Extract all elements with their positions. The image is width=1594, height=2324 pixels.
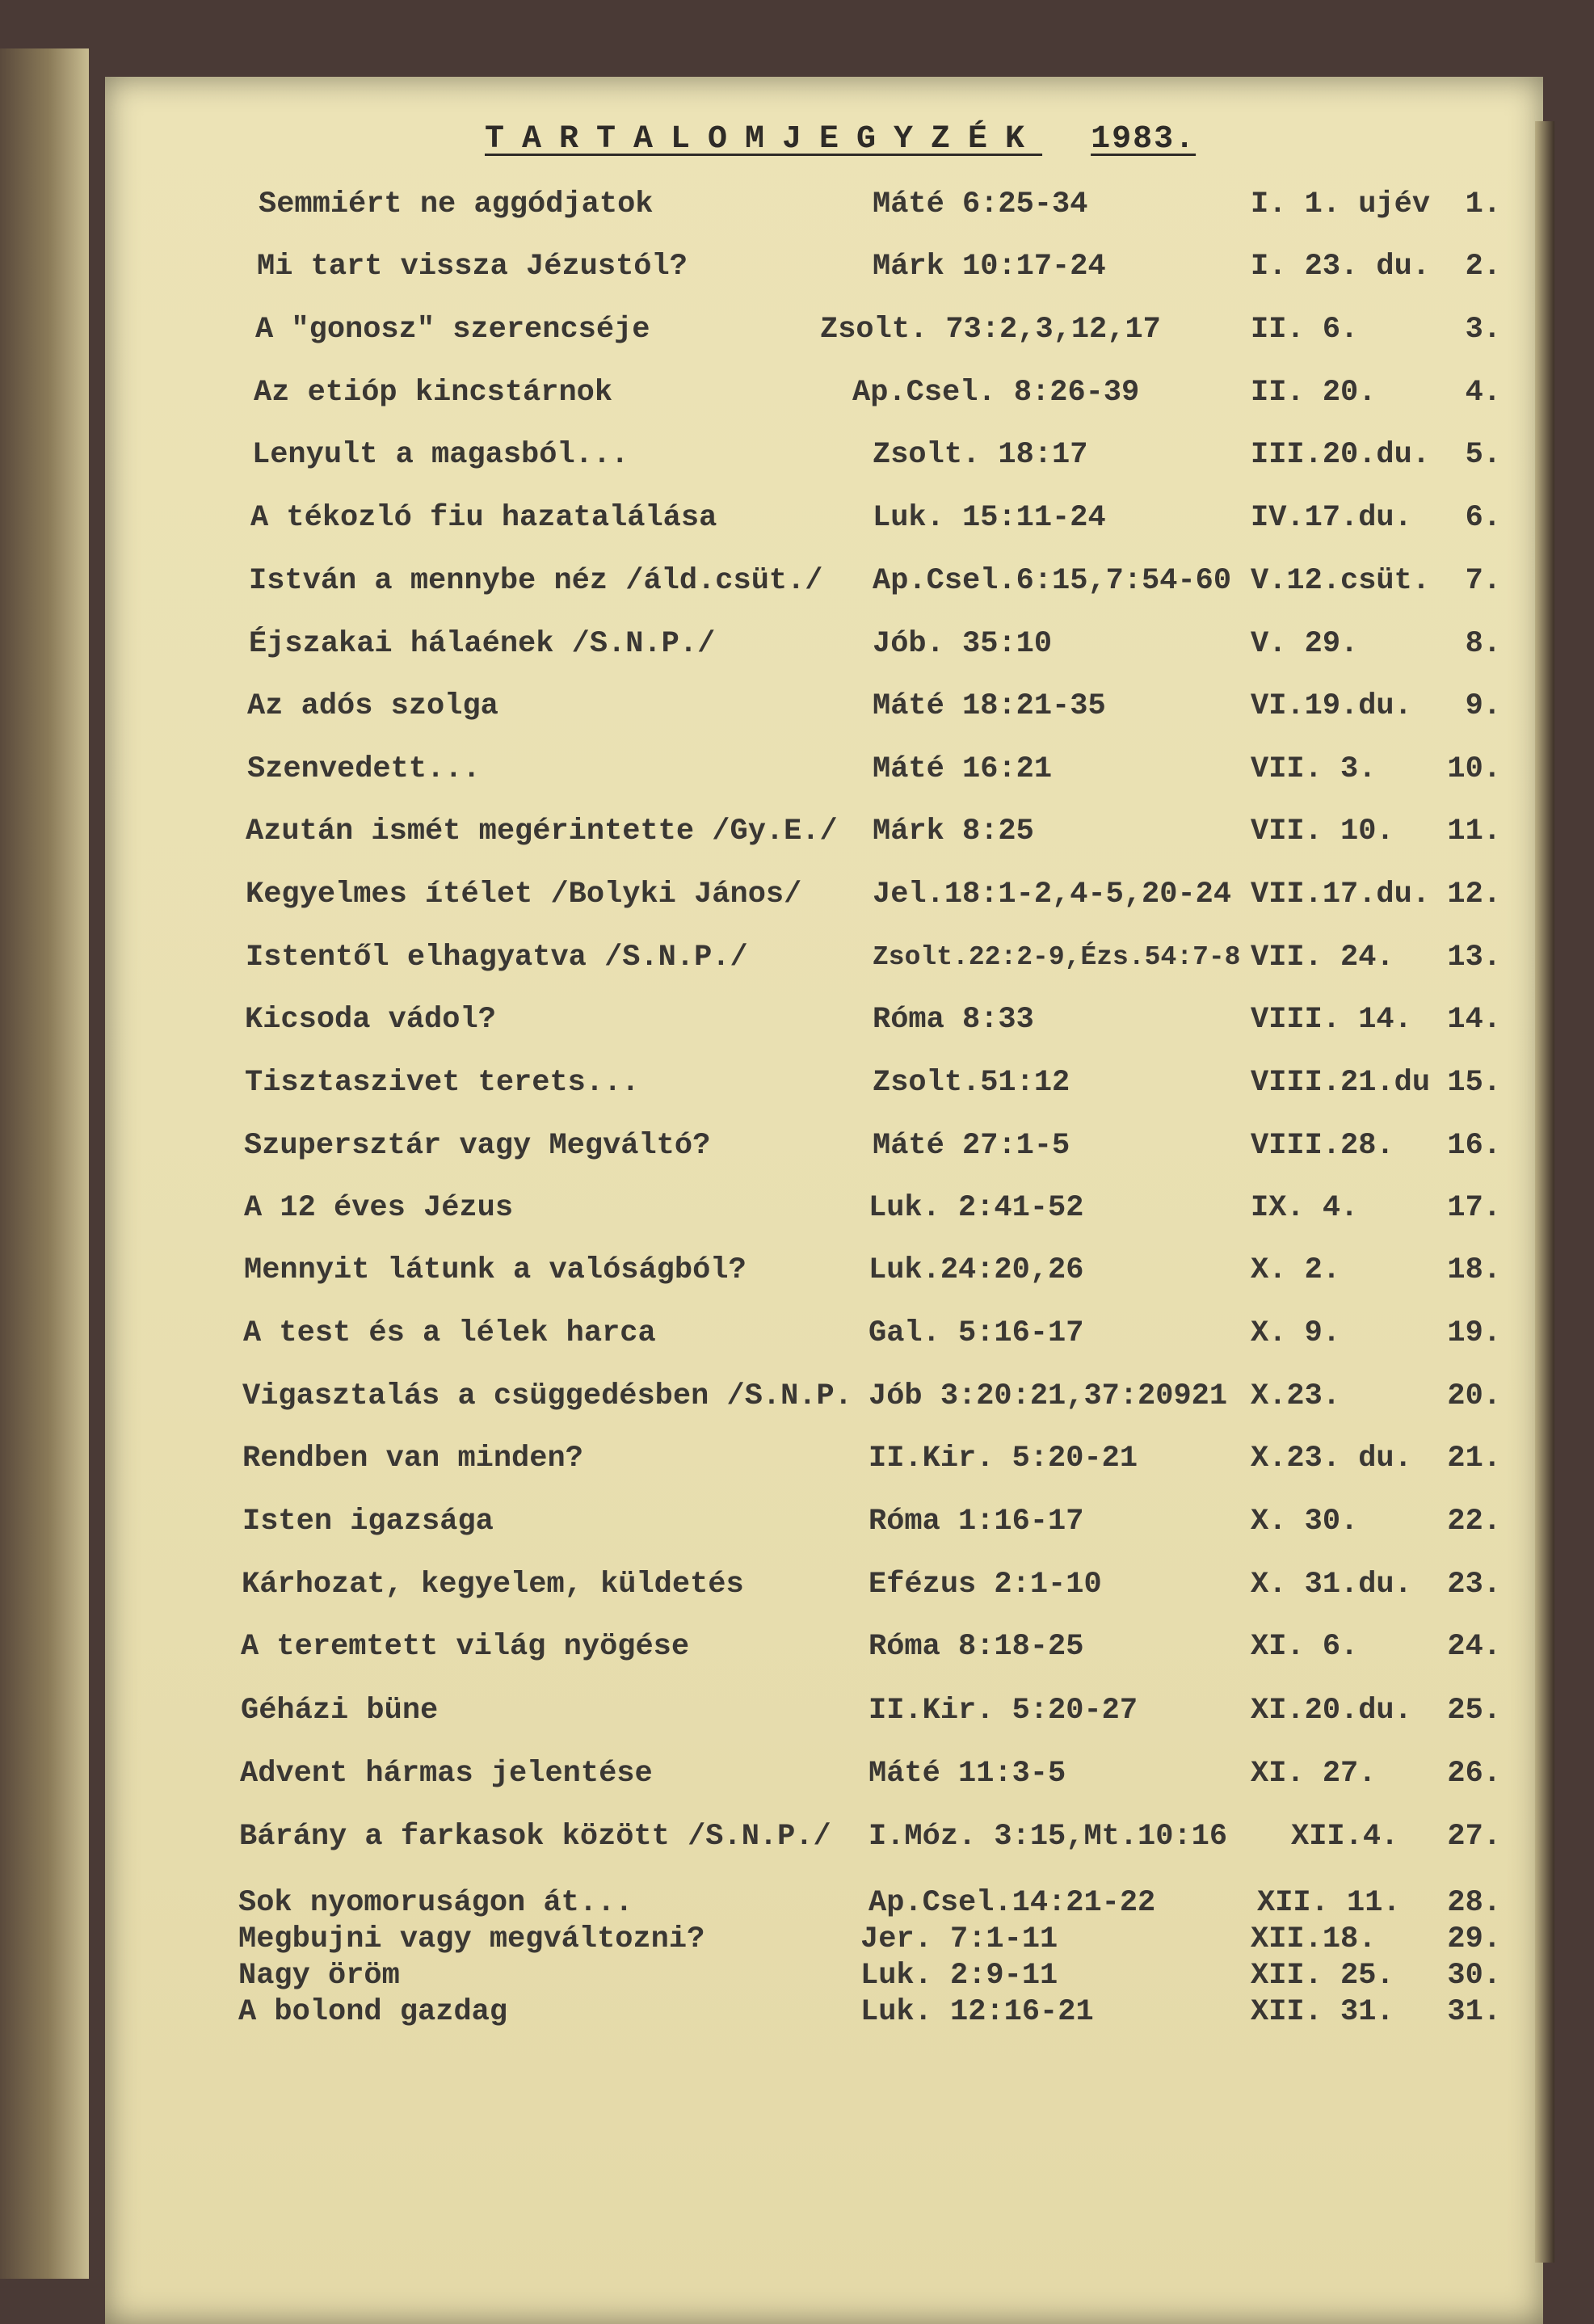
entry-title: Éjszakai hálaének /S.N.P./	[249, 627, 716, 661]
entry-reference: Luk. 12:16-21	[860, 1995, 1094, 2029]
entry-date: VII. 3.	[1251, 752, 1377, 786]
toc-entry	[0, 1063, 1594, 1103]
entry-date: XI. 27.	[1251, 1757, 1377, 1791]
entry-date: X.23.	[1251, 1379, 1341, 1413]
entry-number: 30.	[1447, 1959, 1501, 1993]
toc-entry	[0, 373, 1594, 413]
toc-entry	[0, 1627, 1594, 1667]
entry-reference: Róma 8:18-25	[868, 1630, 1084, 1664]
entry-date: V.12.csüt.	[1251, 564, 1431, 598]
entry-reference: Róma 8:33	[873, 1003, 1034, 1037]
toc-entry	[0, 686, 1594, 726]
entry-reference: Zsolt. 18:17	[873, 438, 1088, 472]
entry-number: 10.	[1447, 752, 1501, 786]
entry-date: IX. 4.	[1251, 1191, 1359, 1225]
entry-number: 2.	[1465, 250, 1501, 284]
entry-date: XI.20.du.	[1251, 1694, 1412, 1728]
entry-title: Isten igazsága	[242, 1505, 494, 1539]
entry-date: X. 2.	[1251, 1253, 1341, 1287]
entry-number: 7.	[1465, 564, 1501, 598]
toc-entry	[0, 1956, 1594, 1996]
entry-title: Azután ismét megérintette /Gy.E./	[246, 815, 838, 848]
toc-entry	[0, 1754, 1594, 1794]
toc-entry	[0, 435, 1594, 475]
entry-date: IV.17.du.	[1251, 501, 1412, 535]
toc-entry	[0, 184, 1594, 225]
toc-entry	[0, 1438, 1594, 1479]
entry-reference: Márk 10:17-24	[873, 250, 1106, 284]
entry-date: I. 23. du.	[1251, 250, 1431, 284]
entry-title: Kárhozat, kegyelem, küldetés	[242, 1568, 744, 1602]
entry-reference: Jer. 7:1-11	[860, 1922, 1058, 1956]
entry-number: 9.	[1465, 689, 1501, 723]
toc-entry	[0, 937, 1594, 978]
title-year: 1983.	[1091, 121, 1197, 158]
entry-date: XII.18.	[1251, 1922, 1377, 1956]
toc-entry	[0, 1690, 1594, 1731]
entry-number: 12.	[1447, 878, 1501, 911]
entry-reference: Róma 1:16-17	[868, 1505, 1084, 1539]
entry-date: X.23. du.	[1251, 1442, 1412, 1476]
entry-number: 21.	[1447, 1442, 1501, 1476]
toc-entry	[0, 1501, 1594, 1542]
entry-reference: Efézus 2:1-10	[868, 1568, 1102, 1602]
entry-number: 24.	[1447, 1630, 1501, 1664]
entry-title: A tékozló fiu hazatalálása	[250, 501, 717, 535]
entry-date: XII. 25.	[1251, 1959, 1394, 1993]
entry-title: Szupersztár vagy Megváltó?	[244, 1129, 711, 1163]
entry-date: II. 6.	[1251, 313, 1359, 347]
entry-number: 22.	[1447, 1505, 1501, 1539]
entry-date: III.20.du.	[1251, 438, 1431, 472]
entry-number: 11.	[1447, 815, 1501, 848]
entry-reference: Ap.Csel.6:15,7:54-60	[873, 564, 1232, 598]
entry-reference: Máté 27:1-5	[873, 1129, 1070, 1163]
toc-entry	[0, 624, 1594, 664]
toc-entry	[0, 1188, 1594, 1228]
entry-title: A bolond gazdag	[238, 1995, 508, 2029]
entry-number: 15.	[1447, 1066, 1501, 1100]
entry-title: Mi tart vissza Jézustól?	[257, 250, 688, 284]
toc-entry	[0, 1250, 1594, 1290]
entry-date: V. 29.	[1251, 627, 1359, 661]
entry-title: Semmiért ne aggódjatok	[259, 187, 654, 221]
entry-date: XII.4.	[1291, 1820, 1399, 1854]
entry-number: 4.	[1465, 376, 1501, 410]
entry-title: A test és a lélek harca	[243, 1316, 656, 1350]
toc-entry	[0, 561, 1594, 601]
entry-number: 27.	[1447, 1820, 1501, 1854]
toc-entry	[0, 1992, 1594, 2032]
entry-number: 28.	[1447, 1886, 1501, 1920]
entry-reference: II.Kir. 5:20-27	[868, 1694, 1138, 1728]
entry-reference: II.Kir. 5:20-21	[868, 1442, 1138, 1476]
entry-title: Bárány a farkasok között /S.N.P./	[239, 1820, 831, 1854]
entry-title: Kicsoda vádol?	[245, 1003, 496, 1037]
entry-reference: Máté 11:3-5	[868, 1757, 1066, 1791]
entry-title: Vigasztalás a csüggedésben /S.N.P.	[242, 1379, 852, 1413]
entry-reference: Luk. 15:11-24	[873, 501, 1106, 535]
entry-title: Istentől elhagyatva /S.N.P./	[246, 941, 748, 975]
entry-reference: Jób. 35:10	[873, 627, 1053, 661]
entry-title: Rendben van minden?	[242, 1442, 583, 1476]
entry-date: VII. 24.	[1251, 941, 1394, 975]
entry-title: A teremtett világ nyögése	[241, 1630, 690, 1664]
entry-title: Lenyult a magasból...	[252, 438, 629, 472]
entry-reference: Jel.18:1-2,4-5,20-24	[873, 878, 1232, 911]
title-label: TARTALOMJEGYZÉK	[485, 121, 1043, 158]
entry-reference: Zsolt. 73:2,3,12,17	[820, 313, 1161, 347]
toc-entry	[0, 498, 1594, 538]
entry-reference: Ap.Csel. 8:26-39	[852, 376, 1140, 410]
entry-reference: Máté 16:21	[873, 752, 1053, 786]
entry-number: 23.	[1447, 1568, 1501, 1602]
entry-reference: Jób 3:20:21,37:20921	[868, 1379, 1228, 1413]
entry-title: Az adós szolga	[247, 689, 498, 723]
toc-entry	[0, 246, 1594, 287]
entry-reference: Máté 18:21-35	[873, 689, 1106, 723]
toc-entry	[0, 749, 1594, 789]
entry-title: Tisztaszivet terets...	[245, 1066, 640, 1100]
entry-reference: Ap.Csel.14:21-22	[868, 1886, 1156, 1920]
toc-entry	[0, 1817, 1594, 1857]
entry-reference: Márk 8:25	[873, 815, 1034, 848]
entry-reference: Luk. 2:9-11	[860, 1959, 1058, 1993]
entry-date: VI.19.du.	[1251, 689, 1412, 723]
entry-number: 17.	[1447, 1191, 1501, 1225]
entry-reference: I.Móz. 3:15,Mt.10:16	[868, 1820, 1228, 1854]
entry-number: 6.	[1465, 501, 1501, 535]
entry-title: Kegyelmes ítélet /Bolyki János/	[246, 878, 802, 911]
entry-number: 29.	[1447, 1922, 1501, 1956]
entry-reference: Luk. 2:41-52	[868, 1191, 1084, 1225]
entry-date: VII.17.du.	[1251, 878, 1431, 911]
entry-date: I. 1. ujév	[1251, 187, 1431, 221]
entry-reference: Máté 6:25-34	[873, 187, 1088, 221]
entry-number: 20.	[1447, 1379, 1501, 1413]
entry-date: VIII.28.	[1251, 1129, 1394, 1163]
toc-entry	[0, 1564, 1594, 1605]
entry-title: A 12 éves Jézus	[244, 1191, 514, 1225]
entry-number: 3.	[1465, 313, 1501, 347]
entry-date: X. 9.	[1251, 1316, 1341, 1350]
entry-title: Az etióp kincstárnok	[254, 376, 613, 410]
entry-number: 18.	[1447, 1253, 1501, 1287]
toc-entry	[0, 1883, 1594, 1923]
toc-entry	[0, 1313, 1594, 1354]
entry-title: Mennyit látunk a valóságból?	[244, 1253, 747, 1287]
entry-number: 25.	[1447, 1694, 1501, 1728]
entry-number: 1.	[1465, 187, 1501, 221]
entry-title: Géházi büne	[241, 1694, 439, 1728]
entry-date: X. 30.	[1251, 1505, 1359, 1539]
entry-date: II. 20.	[1251, 376, 1377, 410]
entry-reference: Zsolt.22:2-9,Ézs.54:7-8	[873, 942, 1241, 972]
toc-entry	[0, 1919, 1594, 1960]
entry-title: Megbujni vagy megváltozni?	[238, 1922, 705, 1956]
entry-date: VIII.21.du	[1251, 1066, 1431, 1100]
entry-number: 19.	[1447, 1316, 1501, 1350]
toc-entry	[0, 309, 1594, 350]
entry-number: 16.	[1447, 1129, 1501, 1163]
entry-date: XII. 31.	[1251, 1995, 1394, 2029]
entry-date: X. 31.du.	[1251, 1568, 1412, 1602]
toc-entry	[0, 811, 1594, 852]
entry-number: 8.	[1465, 627, 1501, 661]
entry-reference: Gal. 5:16-17	[868, 1316, 1084, 1350]
entry-number: 26.	[1447, 1757, 1501, 1791]
entry-title: Advent hármas jelentése	[240, 1757, 653, 1791]
entry-title: István a mennybe néz /áld.csüt./	[249, 564, 823, 598]
entry-title: Nagy öröm	[238, 1959, 400, 1993]
toc-entry	[0, 1126, 1594, 1166]
entry-number: 5.	[1465, 438, 1501, 472]
toc-entry	[0, 1000, 1594, 1040]
entry-date: XI. 6.	[1251, 1630, 1359, 1664]
toc-entry	[0, 874, 1594, 915]
entry-title: Sok nyomoruságon át...	[238, 1886, 633, 1920]
entry-date: VIII. 14.	[1251, 1003, 1412, 1037]
entry-number: 13.	[1447, 941, 1501, 975]
entry-reference: Zsolt.51:12	[873, 1066, 1070, 1100]
entry-date: XII. 11.	[1257, 1886, 1401, 1920]
entry-title: Szenvedett...	[247, 752, 481, 786]
entry-reference: Luk.24:20,26	[868, 1253, 1084, 1287]
entry-title: A "gonosz" szerencséje	[255, 313, 650, 347]
entry-number: 31.	[1447, 1995, 1501, 2029]
toc-entry	[0, 1376, 1594, 1417]
entry-number: 14.	[1447, 1003, 1501, 1037]
entry-date: VII. 10.	[1251, 815, 1394, 848]
